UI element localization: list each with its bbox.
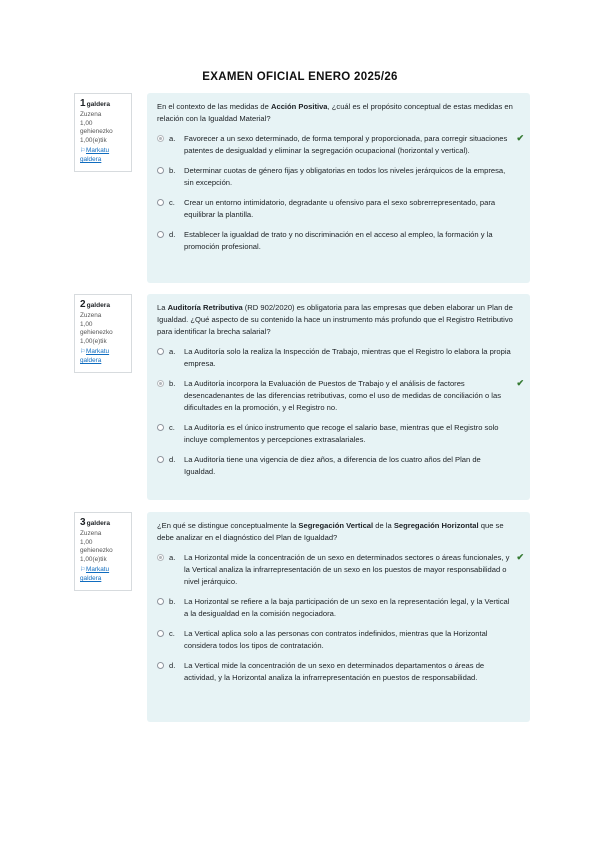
check-icon: ✔	[516, 133, 524, 143]
answer-option[interactable]	[157, 552, 522, 588]
question-text	[157, 101, 522, 125]
question-label: galdera	[86, 520, 111, 527]
flag-question-link[interactable]	[80, 147, 126, 164]
answer-option[interactable]	[157, 422, 522, 446]
answer-option[interactable]	[157, 596, 522, 620]
radio-icon[interactable]	[157, 554, 164, 561]
answer-list	[157, 346, 522, 478]
question-panel	[147, 93, 530, 283]
question-score-max: 1,00(e)tik	[80, 555, 107, 563]
answer-letter: b.	[169, 379, 176, 388]
question-status: Zuzena	[80, 111, 102, 118]
radio-icon[interactable]	[157, 231, 164, 238]
question-number	[80, 517, 126, 530]
answer-option[interactable]	[157, 628, 522, 652]
radio-icon[interactable]	[157, 598, 164, 605]
question-text-part: En el contexto de las medidas de	[157, 102, 271, 111]
answer-text: Favorecer a un sexo determinado, de forma temporal y proporcionada, para corregir situaciones patentes de desigualdad y eliminar la segregación ocupacional (horizontal y vertical).	[184, 134, 508, 155]
answer-letter: c.	[169, 198, 175, 207]
flag-icon: ⚐	[80, 349, 86, 356]
question-text-part: La	[157, 303, 168, 312]
check-icon: ✔	[516, 378, 524, 388]
answer-option[interactable]	[157, 133, 522, 157]
answer-text: Crear un entorno intimidatorio, degradante u ofensivo para el sexo sobrerrepresentado, para equilibrar la plantilla.	[184, 198, 496, 219]
question-number-value: 3	[80, 517, 86, 528]
question-text-emphasis: Acción Positiva	[270, 102, 328, 111]
question-text	[157, 520, 522, 544]
question-text-part: , ¿cuál es el propósito conceptual de estas medidas en relación con la Igualdad Material?	[157, 102, 513, 123]
answer-text: La Auditoría tiene una vigencia de diez años, a diferencia de los cuatro años del Plan de Igualdad.	[184, 455, 481, 476]
answer-text: La Horizontal mide la concentración de un sexo en determinados sectores o áreas funcionales, y la Vertical analiza la infrarrepresentación de un sexo en los puestos de mayor responsabilidad o nivel jerárquico.	[184, 553, 510, 586]
answer-letter: a.	[169, 134, 176, 143]
answer-text: La Auditoría incorpora la Evaluación de Puestos de Trabajo y el análisis de factores desencadenantes de las diferencias retributivas, como el uso de medidas de conciliación o las dificultades en la promoción, y el Registro no.	[184, 379, 502, 412]
answer-option[interactable]	[157, 229, 522, 253]
question-text-part: que se debe analizar en el diagnóstico del Plan de Igualdad?	[157, 521, 504, 542]
question-text-part: (RD 902/2020) es obligatoria para las empresas que deben elaborar un Plan de Igualdad. ¿Qué aspecto de su contenido la hace un instrumento más profundo que el Registro Retributivo para identificar la brecha salarial?	[157, 303, 513, 336]
question-panel	[147, 294, 530, 500]
answer-list	[157, 133, 522, 253]
answer-option[interactable]	[157, 197, 522, 221]
question-status: Zuzena	[80, 312, 102, 319]
answer-list	[157, 552, 522, 684]
radio-icon[interactable]	[157, 380, 164, 387]
radio-icon[interactable]	[157, 456, 164, 463]
answer-letter: a.	[169, 347, 176, 356]
radio-icon[interactable]	[157, 167, 164, 174]
answer-letter: d.	[169, 230, 176, 239]
question-score: 1,00 gehienezko	[80, 320, 113, 337]
check-icon: ✔	[516, 552, 524, 562]
answer-text: La Auditoría es el único instrumento que recoge el salario base, mientras que el Registro solo incluye complementos y percepciones extrasalariales.	[184, 423, 499, 444]
answer-option[interactable]	[157, 165, 522, 189]
question-score: 1,00 gehienezko	[80, 538, 113, 555]
answer-letter: a.	[169, 553, 176, 562]
answer-text: La Vertical aplica solo a las personas con contratos indefinidos, mientras que la Horizontal considera todos los tipos de contratación.	[184, 629, 488, 650]
question-text-emphasis: Segregación Horizontal	[393, 521, 479, 530]
question-info	[74, 93, 132, 172]
question-number	[80, 299, 126, 312]
radio-icon[interactable]	[157, 630, 164, 637]
radio-icon[interactable]	[157, 135, 164, 142]
flag-question-link[interactable]	[80, 348, 126, 365]
answer-letter: c.	[169, 423, 175, 432]
answer-letter: d.	[169, 455, 176, 464]
answer-letter: c.	[169, 629, 175, 638]
answer-letter: b.	[169, 597, 176, 606]
answer-letter: b.	[169, 166, 176, 175]
flag-question-link[interactable]	[80, 566, 126, 583]
question-text-part: de la	[373, 521, 394, 530]
flag-question-label: Markatu galdera	[80, 348, 110, 364]
question-text-emphasis: Auditoría Retributiva	[167, 303, 243, 312]
question-label: galdera	[86, 302, 111, 309]
question-label: galdera	[86, 101, 111, 108]
question-panel	[147, 512, 530, 722]
radio-icon[interactable]	[157, 348, 164, 355]
answer-option[interactable]	[157, 346, 522, 370]
question-number	[80, 98, 126, 111]
flag-icon: ⚐	[80, 148, 86, 155]
flag-question-label: Markatu galdera	[80, 566, 110, 582]
question-info	[74, 512, 132, 591]
question-score-max: 1,00(e)tik	[80, 136, 107, 144]
answer-text: La Vertical mide la concentración de un sexo en determinados departamentos o áreas de actividad, y la Horizontal analiza la infrarrepresentación en puestos de responsabilidad.	[184, 661, 485, 682]
question-number-value: 2	[80, 299, 86, 310]
question-text-emphasis: Segregación Vertical	[298, 521, 374, 530]
radio-icon[interactable]	[157, 424, 164, 431]
answer-text: La Auditoría solo la realiza la Inspección de Trabajo, mientras que el Registro lo elabora la propia empresa.	[184, 347, 511, 368]
answer-text: La Horizontal se refiere a la baja participación de un sexo en la representación legal, y la Vertical a la desigualdad en la comisión negociadora.	[184, 597, 510, 618]
page-title: EXAMEN OFICIAL ENERO 2025/26	[202, 71, 398, 83]
question-score: 1,00 gehienezko	[80, 119, 113, 136]
question-status: Zuzena	[80, 530, 102, 537]
answer-option[interactable]	[157, 378, 522, 414]
question-info	[74, 294, 132, 373]
answer-letter: d.	[169, 661, 176, 670]
radio-icon[interactable]	[157, 662, 164, 669]
question-text-part: ¿En qué se distingue conceptualmente la	[157, 521, 299, 530]
question-text	[157, 302, 522, 338]
answer-text: Determinar cuotas de género fijas y obligatorias en todos los niveles jerárquicos de la empresa, sin excepción.	[184, 166, 506, 187]
flag-icon: ⚐	[80, 567, 86, 574]
radio-icon[interactable]	[157, 199, 164, 206]
flag-question-label: Markatu galdera	[80, 147, 110, 163]
answer-option[interactable]	[157, 454, 522, 478]
answer-option[interactable]	[157, 660, 522, 684]
question-number-value: 1	[80, 98, 86, 109]
answer-text: Establecer la igualdad de trato y no discriminación en el acceso al empleo, la formación y la promoción profesional.	[184, 230, 493, 251]
question-score-max: 1,00(e)tik	[80, 337, 107, 345]
